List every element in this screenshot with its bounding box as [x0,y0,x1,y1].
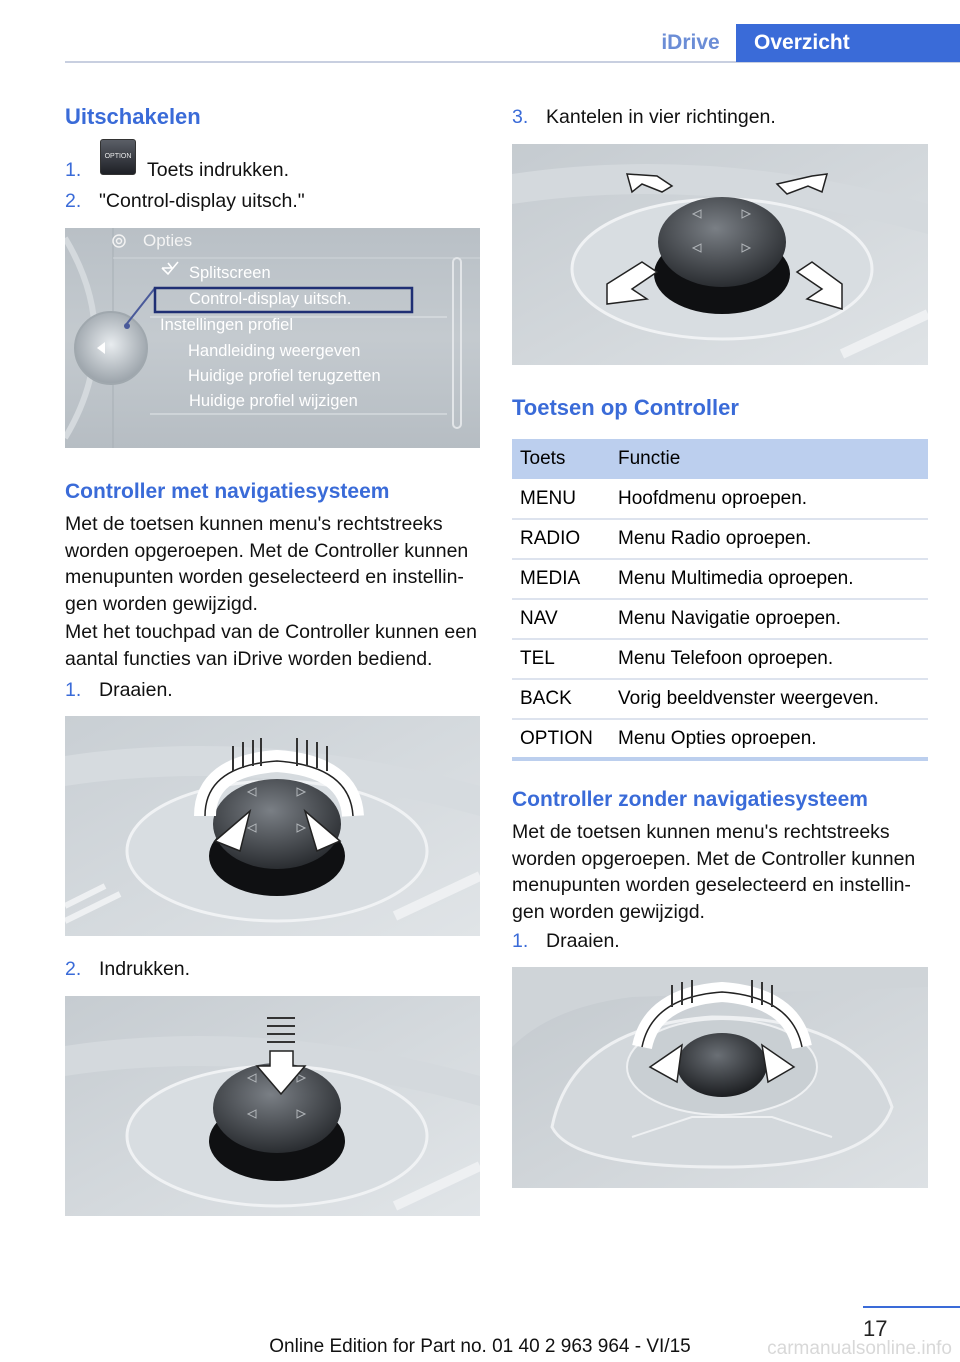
step-number: 1. [65,679,82,701]
table-cell-function: Menu Radio oproepen. [610,519,928,559]
table-header-function: Functie [610,439,928,479]
step-number: 1. [65,159,82,181]
menu-item-control-display-off: Control-display uitsch. [189,290,352,308]
option-key-icon: OPTION [100,139,136,175]
screen-title: Opties [143,231,193,250]
step-number: 1. [512,930,529,952]
step-press [65,956,480,984]
menu-item-change-profile: Huidige profiel wijzigen [189,392,358,410]
step-number: 3. [512,106,529,128]
controller-rotate-image [65,716,480,936]
table-cell-function: Hoofdmenu oproepen. [610,479,928,519]
paragraph-keys-nonav: Met de toetsen kunnen menu's rechtstreeks worden opgeroepen. Met de Controller kunnen menupunten worden geselecteerd en instellin‐ gen worden gewijzigd. [512,821,916,923]
table-cell-key: MEDIA [512,559,610,599]
watermark: carmanualsonline.info [767,1338,952,1359]
header-section: iDrive [661,31,720,54]
step-text: Toets indrukken. [147,159,289,181]
edition-note: Online Edition for Part no. 01 40 2 963 964 - VI/15 [269,1336,691,1357]
options-screen-decoration [65,228,480,448]
keys-table [512,439,928,761]
table-cell-function: Menu Multimedia oproepen. [610,559,928,599]
menu-item-reset-profile: Huidige profiel terugzetten [188,367,381,385]
table-row [512,719,928,759]
table-row [512,479,928,519]
table-row [512,559,928,599]
controller-rotate-nonav-image [512,967,928,1188]
heading-uitschakelen: Uitschakelen [65,104,201,129]
menu-item-splitscreen: Splitscreen [189,264,271,282]
controller-tilt-illustration [512,144,928,365]
heading-controller-nonav: Controller zonder navigatiesysteem [512,788,868,811]
table-cell-function: Vorig beeldvenster weergeven. [610,679,928,719]
controller-rotate-illustration [65,716,480,936]
step-tilt [512,104,928,132]
table-cell-function: Menu Opties oproepen. [610,719,928,759]
controller-press-illustration [65,996,480,1216]
table-row [512,599,928,639]
header-chapter: Overzicht [736,24,960,62]
step-text: Kantelen in vier richtingen. [546,106,776,128]
heading-controller-nav: Controller met navigatiesysteem [65,480,390,503]
controller-press-image [65,996,480,1216]
table-row [512,639,928,679]
step-text: Indrukken. [99,958,191,980]
heading-keys: Toetsen op Controller [512,395,739,420]
controller-tilt-image [512,144,928,365]
step-text: Draaien. [99,679,173,701]
table-row [512,519,928,559]
table-cell-key: NAV [512,599,610,639]
step-off-2 [65,188,480,216]
table-cell-key: TEL [512,639,610,679]
page-number: 17 [863,1316,888,1341]
table-header-key: Toets [512,439,610,479]
paragraph-touchpad: Met het touchpad van de Controller kunnen een aantal functies van iDrive worden bediend. [65,621,477,670]
table-cell-key: BACK [512,679,610,719]
step-text: Draaien. [546,930,620,952]
menu-item-profile-settings: Instellingen profiel [160,316,293,334]
step-off-1 [65,153,480,185]
table-row [512,679,928,719]
menu-item-show-manual: Handleiding weergeven [188,342,361,360]
footer-rule [863,1306,960,1308]
paragraph-keys-nav: Met de toetsen kunnen menu's rechtstreeks worden opgeroepen. Met de Controller kunnen menupunten worden geselecteerd en instellin‐ gen worden gewijzigd. [65,513,469,615]
table-cell-key: RADIO [512,519,610,559]
options-screen-image [65,228,480,448]
step-number: 2. [65,190,82,212]
controller-rotate-nonav-illustration [512,967,928,1188]
table-cell-key: MENU [512,479,610,519]
step-rotate [65,677,480,705]
step-text: "Control-display uitsch." [99,190,305,212]
table-header-row [512,439,928,479]
table-cell-key: OPTION [512,719,610,759]
table-cell-function: Menu Navigatie oproepen. [610,599,928,639]
table-cell-function: Menu Telefoon oproepen. [610,639,928,679]
step-number: 2. [65,958,82,980]
step-rotate-2 [512,928,928,956]
